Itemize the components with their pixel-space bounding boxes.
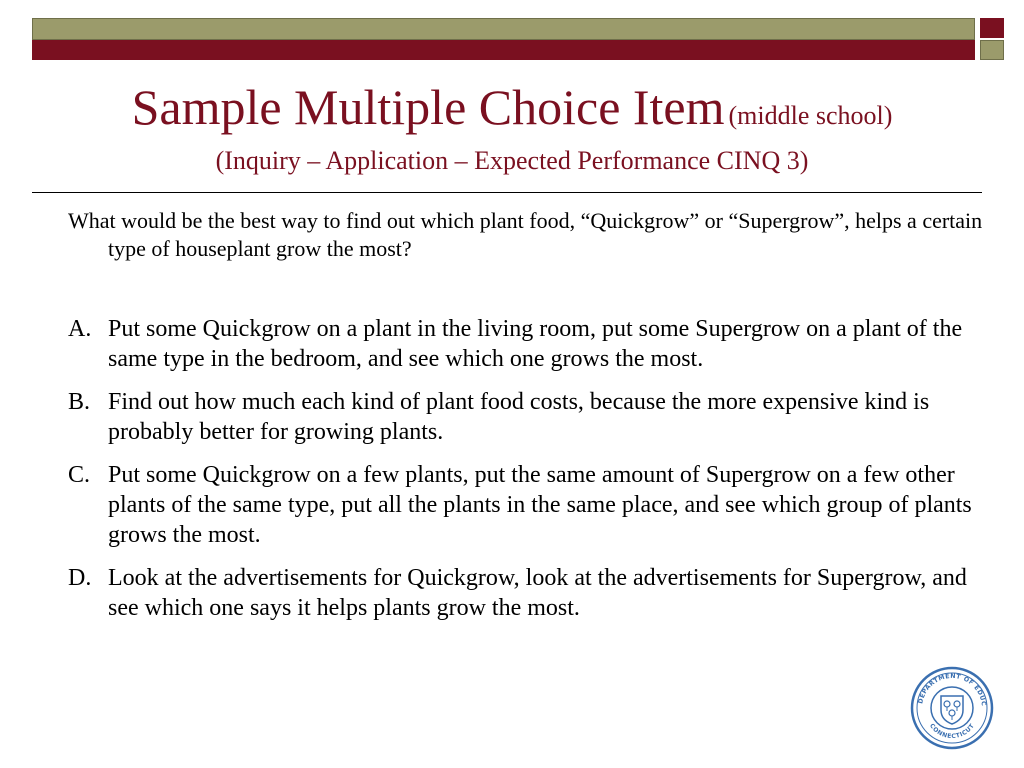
answer-option-c: [68, 460, 998, 550]
state-department-of-education-seal-icon: [910, 666, 994, 750]
slide-subtitle: (Inquiry – Application – Expected Performance CINQ 3): [215, 146, 809, 175]
header-square-maroon: [980, 18, 1004, 38]
title-level: (middle school): [728, 101, 893, 130]
option-text: Put some Quickgrow on a plant in the living room, put some Supergrow on a plant of the same type in the bedroom, and see which one grows the most.: [108, 316, 963, 372]
option-letter: C.: [68, 462, 91, 488]
option-text: Put some Quickgrow on a few plants, put the same amount of Supergrow on a few other plants of the same type, put all the plants in the same place, and see which group of plants grows the most.: [108, 462, 972, 548]
option-letter: B.: [68, 389, 91, 415]
answer-option-d: [68, 563, 998, 623]
option-letter: D.: [68, 565, 92, 591]
header-square-olive: [980, 40, 1004, 60]
option-text: Look at the advertisements for Quickgrow, look at the advertisements for Supergrow, and see which one says it helps plants grow the most.: [108, 565, 967, 621]
title-divider: [32, 192, 982, 193]
option-letter: A.: [68, 316, 92, 342]
answer-option-b: [68, 387, 998, 447]
option-text: Find out how much each kind of plant food costs, because the more expensive kind is probably better for growing plants.: [108, 389, 930, 445]
seal-text-bottom: CONNECTICUT: [927, 722, 977, 741]
header-band-olive: [32, 18, 975, 40]
slide-title: [0, 80, 1024, 135]
header-band-maroon: [32, 40, 975, 60]
answer-option-a: [68, 314, 998, 374]
title-main: Sample Multiple Choice Item: [131, 79, 725, 135]
question-text: What would be the best way to find out which plant food, “Quickgrow” or “Supergrow”, helps a certain type of houseplant grow the most?: [68, 208, 983, 261]
seal-text-top: DEPARTMENT OF EDUC: [917, 672, 988, 707]
answer-options: [68, 314, 998, 636]
